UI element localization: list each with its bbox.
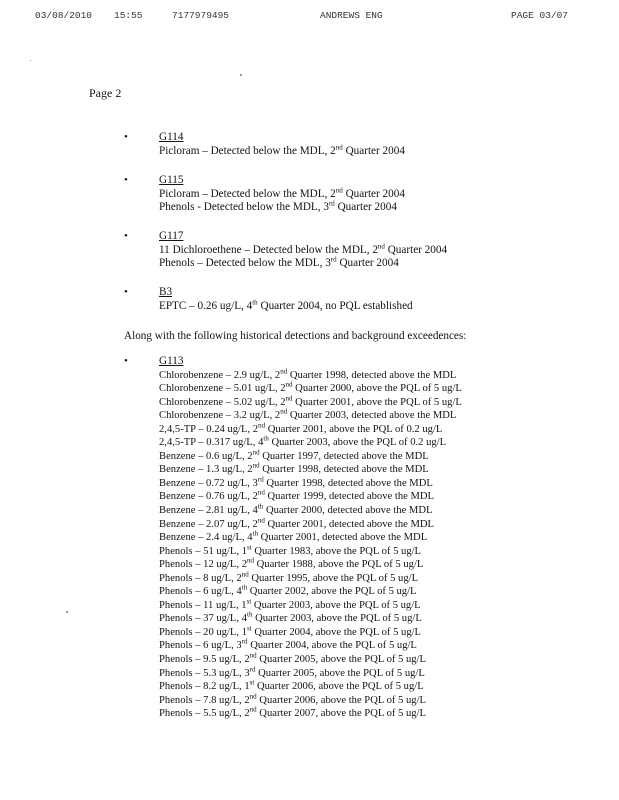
historical-detection-line: Chlorobenzene – 3.2 ug/L, 2nd Quarter 2003, detected above the MDL [159,407,457,422]
historical-detection-line: Phenols – 12 ug/L, 2nd Quarter 1988, above the PQL of 5 ug/L [159,556,424,571]
historical-detection-line: Phenols – 6 ug/L, 3rd Quarter 2004, above the PQL of 5 ug/L [159,637,417,652]
well-heading: B3 [159,286,173,298]
historical-detection-line: Benzene – 2.07 ug/L, 2nd Quarter 2001, detected above the MDL [159,515,435,530]
detection-line: Picloram – Detected below the MDL, 2nd Quarter 2004 [159,142,405,157]
historical-detection-line: Phenols – 8 ug/L, 2nd Quarter 1995, above the PQL of 5 ug/L [159,570,419,584]
detection-line: 11 Dichloroethene – Detected below the MDL, 2nd Quarter 2004 [159,241,448,256]
fax-page: PAGE 03/07 [511,10,569,21]
historical-detection-line: Chlorobenzene – 2.9 ug/L, 2nd Quarter 1998, detected above the MDL [159,366,457,381]
historical-detection-line: Phenols – 8.2 ug/L, 1st Quarter 2006, above the PQL of 5 ug/L [159,678,424,693]
fax-header [0,10,619,24]
bullet-icon: • [124,131,128,143]
historical-detection-line: Phenols – 5.3 ug/L, 3rd Quarter 2005, above the PQL of 5 ug/L [159,665,425,679]
well-heading: G114 [159,131,184,143]
fax-time: 15:55 [114,10,143,21]
historical-detection-line: Chlorobenzene – 5.02 ug/L, 2nd Quarter 2001, above the PQL of 5 ug/L [159,394,462,408]
detection-line: EPTC – 0.26 ug/L, 4th Quarter 2004, no PQL established [159,297,413,312]
historical-detection-line: Benzene – 0.6 ug/L, 2nd Quarter 1997, detected above the MDL [159,448,429,462]
historical-detection-line: Benzene – 1.3 ug/L, 2nd Quarter 1998, detected above the MDL [159,461,429,476]
scan-speck [30,60,31,61]
historical-detection-line: Phenols – 11 ug/L, 1st Quarter 2003, above the PQL of 5 ug/L [159,597,421,611]
page-number-label: Page 2 [89,86,122,100]
fax-phone: 7177979495 [172,10,230,21]
well-heading: G113 [159,355,184,367]
historical-detection-line: Phenols – 51 ug/L, 1st Quarter 1983, above the PQL of 5 ug/L [159,543,422,557]
bullet-icon: • [124,174,128,186]
historical-detection-line: Benzene – 2.4 ug/L, 4th Quarter 2001, detected above the MDL [159,529,428,544]
historical-detection-list [159,366,462,721]
detection-line: Picloram – Detected below the MDL, 2nd Quarter 2004 [159,185,405,200]
historical-detection-line: Phenols – 5.5 ug/L, 2nd Quarter 2007, above the PQL of 5 ug/L [159,705,427,720]
historical-detection-line: Phenols – 9.5 ug/L, 2nd Quarter 2005, above the PQL of 5 ug/L [159,651,427,665]
detection-line: Phenols - Detected below the MDL, 3rd Quarter 2004 [159,199,397,213]
fax-sender: ANDREWS ENG [320,10,383,21]
historical-detection-line: Benzene – 2.81 ug/L, 4th Quarter 2000, detected above the MDL [159,502,433,516]
historical-detection-line: Phenols – 37 ug/L, 4th Quarter 2003, above the PQL of 5 ug/L [159,610,422,625]
historical-detection-line: 2,4,5-TP – 0.24 ug/L, 2nd Quarter 2001, above the PQL of 0.2 ug/L [159,421,443,435]
historical-detection-line: Benzene – 0.72 ug/L, 3rd Quarter 1998, detected above the MDL [159,475,433,489]
bullet-icon: • [124,230,128,242]
historical-detection-line: Phenols – 7.8 ug/L, 2nd Quarter 2006, above the PQL of 5 ug/L [159,692,427,706]
fax-date: 03/08/2010 [35,10,93,21]
bullet-icon: • [124,355,128,367]
bullet-icon: • [124,286,128,298]
well-heading: G117 [159,230,184,242]
historical-detection-line: Benzene – 0.76 ug/L, 2nd Quarter 1999, detected above the MDL [159,488,435,503]
historical-detection-line: Phenols – 6 ug/L, 4th Quarter 2002, above the PQL of 5 ug/L [159,583,417,598]
scan-speck [66,611,68,613]
historical-detection-line: 2,4,5-TP – 0.317 ug/L, 4th Quarter 2003, above the PQL of 0.2 ug/L [159,434,447,449]
historical-intro-paragraph: Along with the following historical detections and background exceedences: [124,330,467,342]
historical-detection-line: Chlorobenzene – 5.01 ug/L, 2nd Quarter 2000, above the PQL of 5 ug/L [159,380,462,395]
well-heading: G115 [159,174,184,186]
historical-detection-line: Phenols – 20 ug/L, 1st Quarter 2004, above the PQL of 5 ug/L [159,624,422,638]
detection-line: Phenols – Detected below the MDL, 3rd Quarter 2004 [159,255,399,269]
scan-speck [240,74,242,76]
